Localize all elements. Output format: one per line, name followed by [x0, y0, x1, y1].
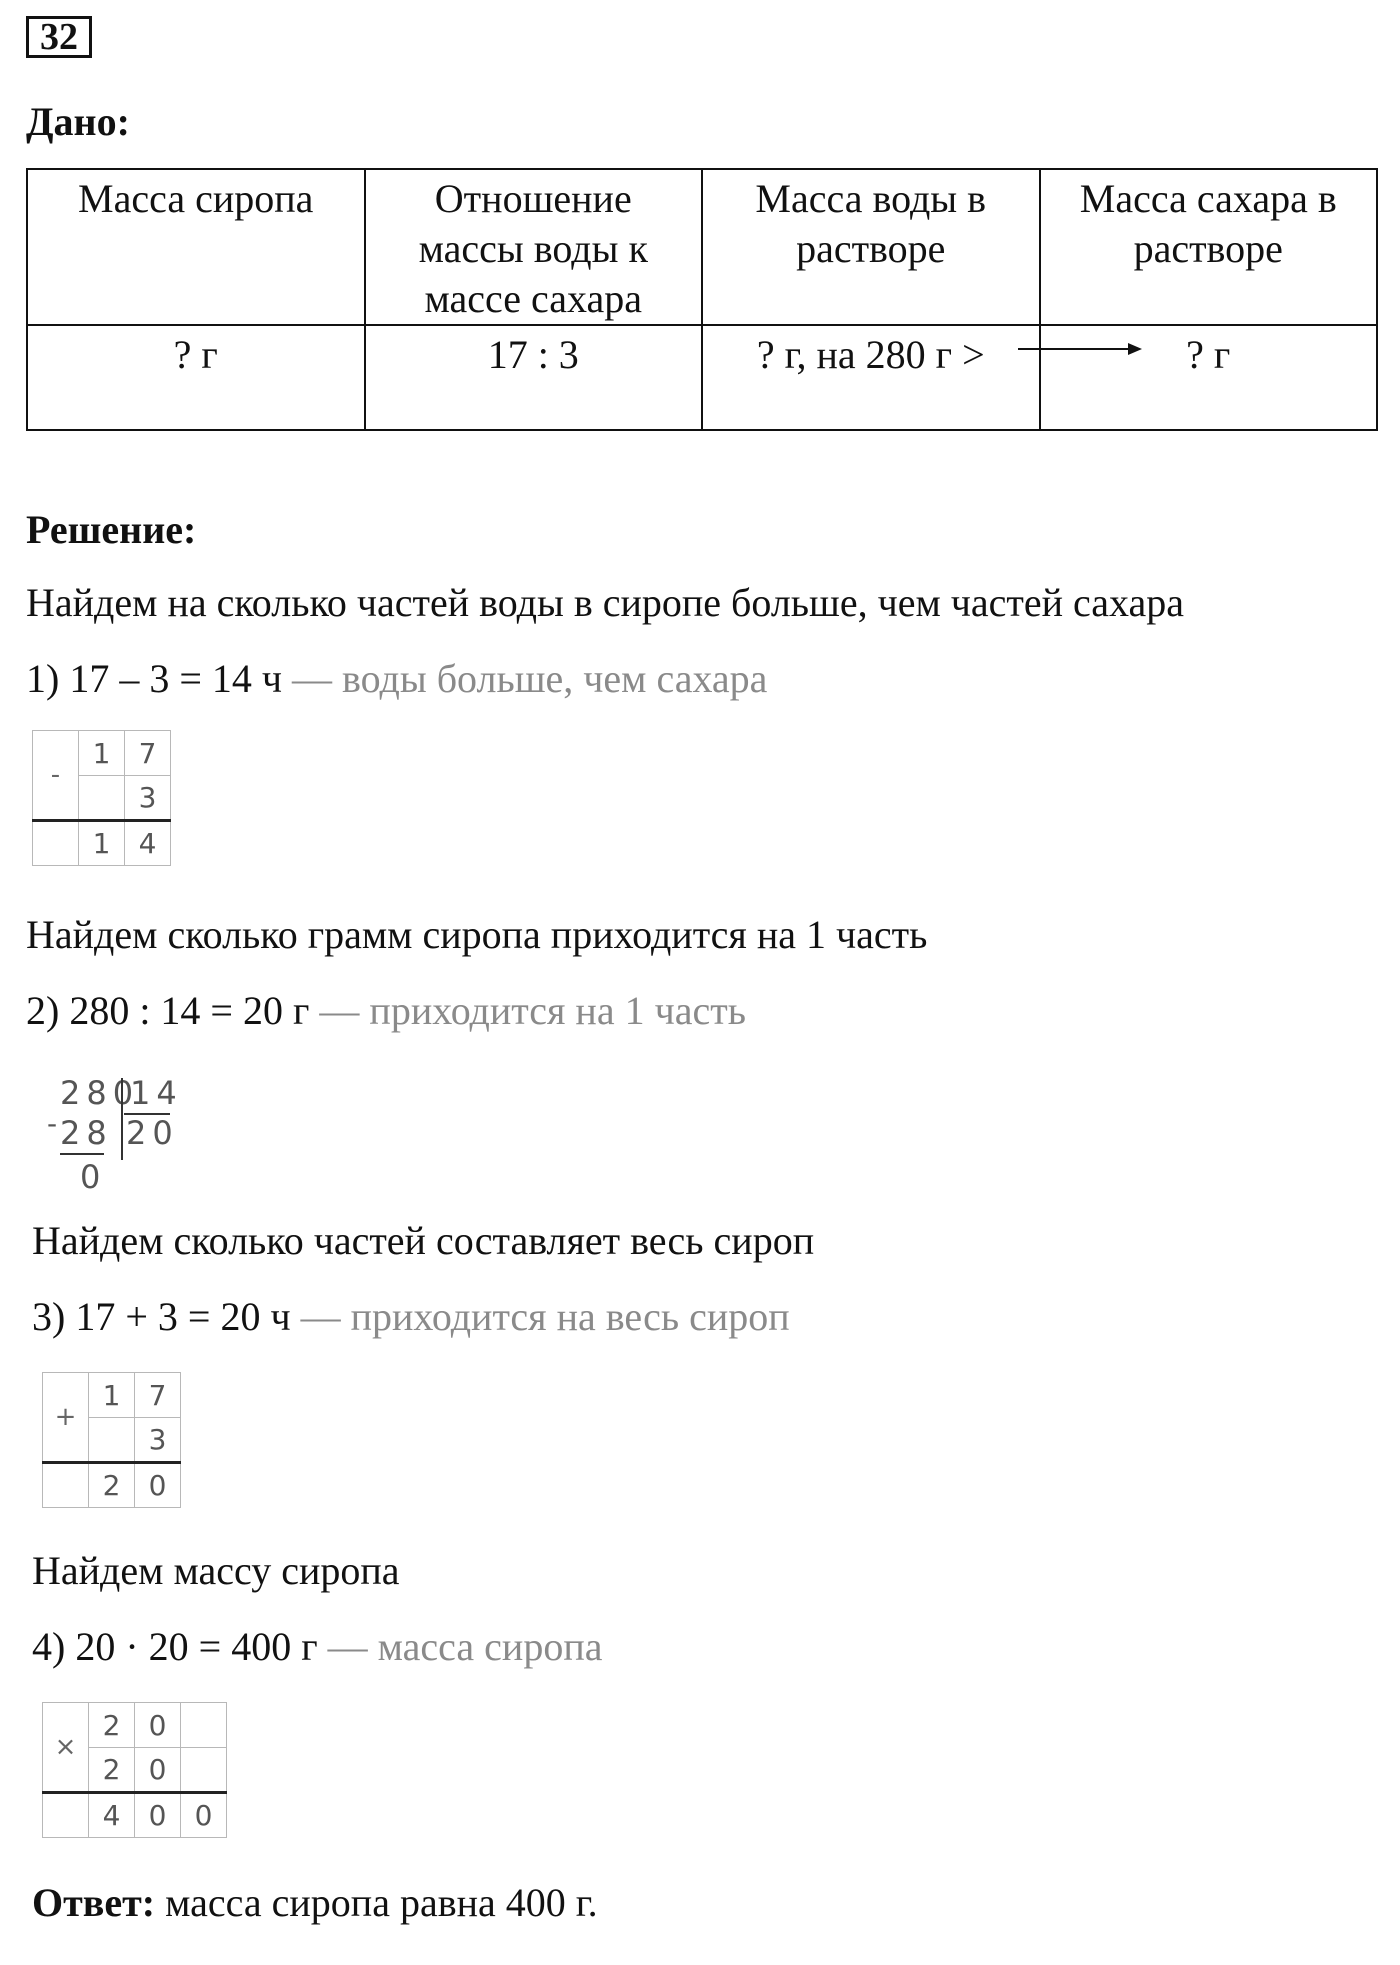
header-water-mass: Масса воды в растворе [702, 169, 1040, 325]
digit-cell: 7 [135, 1373, 181, 1418]
operator-sign: × [43, 1703, 89, 1793]
step-4-intro: Найдем массу сиропа [32, 1548, 400, 1593]
digit-cell: 4 [89, 1793, 135, 1838]
step-4-multiplication-grid [42, 1702, 227, 1838]
step-2-intro: Найдем сколько грамм сиропа приходится на 1 часть [26, 912, 928, 957]
step-1-intro: Найдем на сколько частей воды в сиропе больше, чем частей сахара [26, 580, 1185, 625]
digit-cell [181, 1748, 227, 1793]
step-4-expression: 4) 20 · 20 = 400 г [32, 1624, 318, 1669]
step-1-subtraction-grid [32, 730, 171, 866]
answer-label: Ответ: [32, 1880, 156, 1925]
arrow-icon [1016, 334, 1146, 364]
given-table-value-row [27, 325, 1377, 430]
digit-cell [89, 1418, 135, 1463]
grid-row [33, 821, 171, 866]
step-4-line [32, 1624, 602, 1670]
problem-number: 32 [26, 16, 92, 58]
solution-heading: Решение: [26, 507, 197, 552]
division-remainder: 0 [80, 1158, 107, 1196]
value-syrup-mass: ? г [27, 325, 365, 430]
digit-cell: 0 [135, 1748, 181, 1793]
digit-cell: 1 [89, 1373, 135, 1418]
digit-cell: 0 [181, 1793, 227, 1838]
step-3-expression: 3) 17 + 3 = 20 ч [32, 1294, 291, 1339]
digit-cell [79, 776, 125, 821]
digit-cell [43, 1793, 89, 1838]
header-ratio: Отношение массы воды к массе сахара [365, 169, 703, 325]
step-1-line [26, 656, 767, 702]
digit-cell: 2 [89, 1703, 135, 1748]
step-2-line [26, 988, 746, 1034]
value-ratio: 17 : 3 [365, 325, 703, 430]
division-quotient: 20 [126, 1114, 179, 1152]
grid-row [43, 1463, 181, 1508]
step-1-note: — воды больше, чем сахара [292, 656, 768, 701]
operator-sign: + [43, 1373, 89, 1463]
answer-line [32, 1880, 598, 1926]
operator-sign: - [33, 731, 79, 821]
step-2-note: — приходится на 1 часть [319, 988, 746, 1033]
digit-cell: 0 [135, 1463, 181, 1508]
digit-cell [33, 821, 79, 866]
step-3-note: — приходится на весь сироп [300, 1294, 790, 1339]
division-divisor: 14 [130, 1074, 183, 1112]
given-table [26, 168, 1378, 431]
value-sugar-mass: ? г [1040, 325, 1378, 430]
answer-text: масса сиропа равна 400 г. [155, 1880, 598, 1925]
grid-row [33, 731, 171, 776]
division-lines [56, 1076, 176, 1166]
digit-cell: 0 [135, 1703, 181, 1748]
grid-row [43, 1793, 227, 1838]
digit-cell: 7 [125, 731, 171, 776]
step-3-line [32, 1294, 790, 1340]
grid-row [43, 1703, 227, 1748]
digit-cell [181, 1703, 227, 1748]
digit-cell: 2 [89, 1463, 135, 1508]
digit-cell: 3 [135, 1418, 181, 1463]
given-heading: Дано: [26, 99, 130, 144]
digit-cell: 2 [89, 1748, 135, 1793]
digit-cell: 0 [135, 1793, 181, 1838]
header-syrup-mass: Масса сиропа [27, 169, 365, 325]
digit-cell: 3 [125, 776, 171, 821]
value-water-mass: ? г, на 280 г > [702, 325, 1040, 430]
division-subtrahend: 28 [60, 1114, 113, 1152]
step-2-expression: 2) 280 : 14 = 20 г [26, 988, 310, 1033]
step-3-addition-grid [42, 1372, 181, 1508]
digit-cell: 4 [125, 821, 171, 866]
step-4-note: — масса сиропа [327, 1624, 603, 1669]
step-3-intro: Найдем сколько частей составляет весь сироп [32, 1218, 815, 1263]
division-dividend: 280 [60, 1074, 140, 1112]
digit-cell: 1 [79, 731, 125, 776]
step-1-expression: 1) 17 – 3 = 14 ч [26, 656, 282, 701]
digit-cell [43, 1463, 89, 1508]
division-minus: - [47, 1107, 64, 1140]
given-table-header-row [27, 169, 1377, 325]
digit-cell: 1 [79, 821, 125, 866]
grid-row [43, 1373, 181, 1418]
header-sugar-mass: Масса сахара в растворе [1040, 169, 1378, 325]
